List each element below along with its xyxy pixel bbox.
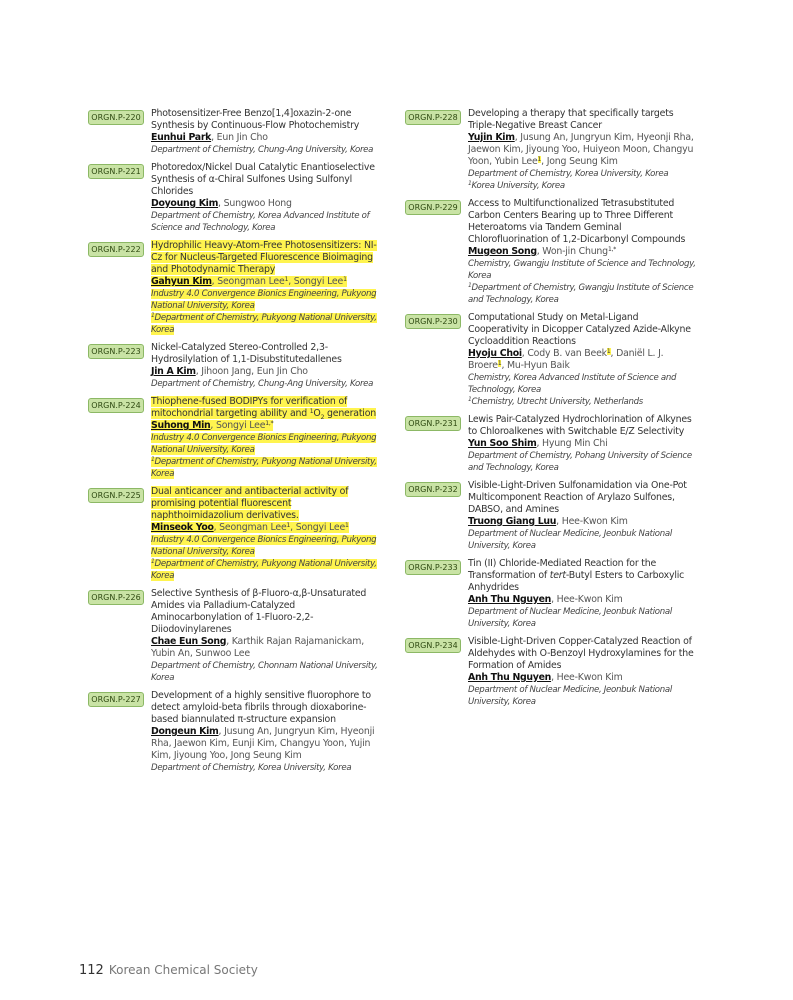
subscript: 2 (320, 413, 325, 421)
affiliation-text: Department of Chemistry, Pukyong National University, Korea (151, 559, 377, 581)
affiliation-marker: 1 (468, 282, 472, 289)
poster-code-badge: ORGN.P-233 (405, 560, 461, 575)
co-author: , Jusung An, Jungryun Kim, Hyeonji Rha, Jaewon Kim, Jiyoung Yoo, Huiyeon Moon, Changyu Yoon, Yubin Lee (468, 132, 694, 167)
affiliation-marker: 1 (284, 276, 289, 283)
co-author: , Won-jin Chung (536, 246, 608, 257)
co-authors: , Hyung Min Chi (536, 438, 608, 449)
society-name: Korean Chemical Society (108, 963, 258, 977)
presenting-author: Anh Thu Nguyen (468, 672, 552, 683)
abstract-title (468, 558, 701, 594)
poster-code-badge: ORGN.P-223 (88, 344, 144, 359)
affiliation-secondary (151, 558, 378, 582)
author-line (468, 438, 701, 450)
affiliation (151, 432, 378, 456)
affiliation-marker: 1,* (265, 420, 274, 427)
co-authors: , Hee-Kwon Kim (551, 672, 623, 683)
affiliation: Department of Chemistry, Korea University, Korea (151, 763, 352, 773)
co-authors: , Hee-Kwon Kim (556, 516, 628, 527)
abstract-title: Development of a highly sensitive fluorophore to detect amyloid-beta fibrils through dioxaborine-based biannulated π-structure expansion (151, 690, 371, 725)
co-authors: , Hee-Kwon Kim (551, 594, 623, 605)
presenting-author: Suhong Min (151, 420, 211, 431)
presenting-author: Dongeun Kim (151, 726, 219, 737)
author-line (151, 276, 378, 288)
affiliation-text: Industry 4.0 Convergence Bionics Engineering, Pukyong National University, Korea (151, 535, 377, 557)
affiliation-marker: 1 (286, 522, 291, 529)
abstract-title-italic: tert (549, 570, 566, 581)
co-authors: , Sungwoo Hong (218, 198, 292, 209)
affiliation-text: Department of Chemistry, Pukyong National University, Korea (151, 313, 377, 335)
presenting-author: Minseok Yoo (151, 522, 214, 533)
affiliation: Department of Chemistry, Korea Advanced Institute of Science and Technology, Korea (151, 211, 370, 233)
affiliation-text: Department of Chemistry, Gwangju Institute of Science and Technology, Korea (468, 283, 694, 305)
author-line (468, 246, 701, 258)
page-footer (79, 962, 258, 979)
affiliation-marker: 1 (537, 156, 542, 163)
left-column (88, 108, 378, 780)
affiliation: Department of Nuclear Medicine, Jeonbuk National University, Korea (468, 685, 672, 707)
affiliation: Department of Chemistry, Korea University, Korea (468, 169, 669, 179)
affiliation: Department of Chemistry, Chonnam National University, Korea (151, 661, 378, 683)
co-author: , Seongman Lee (211, 276, 285, 287)
abstract-title (151, 396, 378, 420)
presenting-author: Eunhui Park (151, 132, 212, 143)
co-authors: , Jusung An, Jungryun Kim, Hyeonji Rha, Jaewon Kim, Eunji Kim, Changyu Yoon, Yujin Kim, Jiyoung Yoo, Jong Seung Kim (151, 726, 375, 761)
abstract-title (151, 240, 378, 276)
affiliation-marker: 1 (151, 312, 155, 319)
co-author: , Mu-Hyun Baik (501, 360, 570, 371)
abstract-entry (405, 198, 701, 306)
author-line (468, 594, 701, 606)
abstract-entry (405, 480, 701, 552)
presenting-author: Truong Giang Luu (468, 516, 557, 527)
presenting-author: Yujin Kim (468, 132, 515, 143)
poster-code-badge: ORGN.P-224 (88, 398, 144, 413)
abstract-entry (405, 636, 701, 708)
poster-code-badge: ORGN.P-232 (405, 482, 461, 497)
abstract-title: Nickel-Catalyzed Stereo-Controlled 2,3-Hydrosilylation of 1,1-Disubstitutedallenes (151, 342, 342, 365)
abstract-entry (88, 342, 378, 390)
abstract-title-text: -Butyl Esters to Carboxylic Anhydrides (468, 570, 685, 593)
affiliation-marker: 1 (468, 396, 472, 403)
abstract-title-text: O (313, 408, 321, 419)
abstract-entry-highlighted (88, 396, 378, 480)
author-line (468, 348, 701, 372)
abstract-title (151, 486, 378, 522)
abstract-entry (405, 108, 701, 192)
abstract-entry-highlighted (88, 240, 378, 336)
author-line (151, 132, 378, 144)
author-line (468, 672, 701, 684)
poster-code-badge: ORGN.P-221 (88, 164, 144, 179)
co-author: , Seongman Lee (213, 522, 287, 533)
abstract-title: Selective Synthesis of β-Fluoro-α,β-Unsaturated Amides via Palladium-Catalyzed Aminocarbonylation of 1-Fluoro-2,2-Diiodovinylarenes (151, 588, 367, 635)
affiliation-text: Korea University, Korea (471, 181, 565, 191)
co-author: , Jong Seung Kim (541, 156, 618, 167)
affiliation-marker: 1 (497, 360, 502, 367)
affiliation-secondary (151, 456, 378, 480)
abstract-entry (88, 588, 378, 684)
presenting-author: Hyoju Choi (468, 348, 522, 359)
co-authors: , Jihoon Jang, Eun Jin Cho (195, 366, 308, 377)
poster-code-badge: ORGN.P-230 (405, 314, 461, 329)
co-author: , Songyi Lee (210, 420, 266, 431)
affiliation-marker: 1 (345, 522, 349, 529)
presenting-author: Jin A Kim (151, 366, 196, 377)
poster-code-badge: ORGN.P-227 (88, 692, 144, 707)
affiliation-secondary (468, 282, 701, 306)
affiliation-marker: 1 (468, 180, 472, 187)
affiliation-secondary (468, 180, 701, 192)
abstract-title: Photoredox/Nickel Dual Catalytic Enantioselective Synthesis of α-Chiral Sulfones Using Sulfonyl Chlorides (151, 162, 375, 197)
co-author: , Daniël L. J. Broere (468, 348, 664, 371)
affiliation (151, 534, 378, 558)
abstract-title-text: Dual anticancer and antibacterial activity of promising potential fluorescent naphthoimidazolium derivatives. (151, 486, 349, 521)
abstract-title-text: Hydrophilic Heavy-Atom-Free Photosensitizers: NI-Cz for Nucleus-Targeted Fluorescence Bioimaging and Photodynamic Therapy (151, 240, 377, 275)
affiliation-text: Industry 4.0 Convergence Bionics Engineering, Pukyong National University, Korea (151, 433, 377, 455)
co-author: , Songyi Lee (290, 522, 346, 533)
poster-code-badge: ORGN.P-225 (88, 488, 144, 503)
author-line (151, 366, 378, 378)
poster-code-badge: ORGN.P-229 (405, 200, 461, 215)
affiliation: Chemistry, Gwangju Institute of Science and Technology, Korea (468, 259, 696, 281)
abstract-entry-highlighted (88, 486, 378, 582)
abstract-entry (88, 690, 378, 774)
author-line (468, 516, 701, 528)
abstract-title: Computational Study on Metal-Ligand Cooperativity in Dicopper Catalyzed Azide-Alkyne Cycloaddition Reactions (468, 312, 691, 347)
affiliation-marker: 1 (151, 456, 155, 463)
affiliation-secondary (468, 396, 701, 408)
author-line (151, 636, 378, 660)
poster-code-badge: ORGN.P-228 (405, 110, 461, 125)
affiliation-text: Department of Chemistry, Pukyong National University, Korea (151, 457, 377, 479)
right-column (405, 108, 701, 714)
poster-code-badge: ORGN.P-234 (405, 638, 461, 653)
abstract-title: Visible-Light-Driven Sulfonamidation via One-Pot Multicomponent Reaction of Arylazo Sulfones, DABSO, and Amines (468, 480, 687, 515)
author-line (151, 420, 378, 432)
presenting-author: Mugeon Song (468, 246, 537, 257)
abstract-entry (405, 312, 701, 408)
presenting-author: Anh Thu Nguyen (468, 594, 552, 605)
affiliation: Department of Nuclear Medicine, Jeonbuk National University, Korea (468, 529, 672, 551)
presenting-author: Chae Eun Song (151, 636, 227, 647)
author-line (468, 132, 701, 168)
co-author: , Songyi Lee (288, 276, 344, 287)
author-line (151, 198, 378, 210)
poster-code-badge: ORGN.P-220 (88, 110, 144, 125)
presenting-author: Doyoung Kim (151, 198, 219, 209)
affiliation-marker: 1 (151, 558, 155, 565)
abstract-title-text: Thiophene-fused BODIPYs for verification of mitochondrial targeting ability and (151, 396, 348, 419)
affiliation: Department of Chemistry, Pohang University of Science and Technology, Korea (468, 451, 692, 473)
abstract-entry (88, 162, 378, 234)
affiliation: Department of Chemistry, Chung-Ang University, Korea (151, 379, 374, 389)
abstract-entry (405, 414, 701, 474)
affiliation-marker: 1 (606, 348, 611, 355)
poster-code-badge: ORGN.P-231 (405, 416, 461, 431)
co-authors: , Eun Jin Cho (211, 132, 268, 143)
abstract-title: Access to Multifunctionalized Tetrasubstituted Carbon Centers Bearing up to Three Different Heteroatoms via Tandem Geminal Chlorofluorination of 1,2-Dicarbonyl Compounds (468, 198, 686, 245)
abstract-title-text: Tin (II) Chloride-Mediated Reaction for the Transformation of (468, 558, 657, 581)
affiliation: Department of Chemistry, Chung-Ang University, Korea (151, 145, 374, 155)
author-line (151, 522, 378, 534)
affiliation-secondary (151, 312, 378, 336)
superscript: 1 (309, 408, 314, 415)
abstract-entry (405, 558, 701, 630)
affiliation-marker: 1 (343, 276, 347, 283)
abstract-entry (88, 108, 378, 156)
poster-code-badge: ORGN.P-222 (88, 242, 144, 257)
abstract-title-text: generation (324, 408, 376, 419)
affiliation-marker: 1,* (607, 246, 617, 253)
presenting-author: Yun Soo Shim (468, 438, 537, 449)
abstract-title: Photosensitizer-Free Benzo[1,4]oxazin-2-one Synthesis by Continuous-Flow Photochemistry (151, 108, 360, 131)
affiliation: Department of Nuclear Medicine, Jeonbuk National University, Korea (468, 607, 672, 629)
affiliation: Chemistry, Korea Advanced Institute of Science and Technology, Korea (468, 373, 677, 395)
affiliation (151, 288, 378, 312)
author-line (151, 726, 378, 762)
abstract-title: Developing a therapy that specifically targets Triple-Negative Breast Cancer (468, 108, 674, 131)
poster-code-badge: ORGN.P-226 (88, 590, 144, 605)
affiliation-text: Chemistry, Utrecht University, Netherlands (471, 397, 643, 407)
co-authors: , Karthik Rajan Rajamanickam, Yubin An, Sunwoo Lee (151, 636, 365, 659)
page-number: 112 (79, 963, 104, 978)
affiliation-text: Industry 4.0 Convergence Bionics Engineering, Pukyong National University, Korea (151, 289, 377, 311)
abstract-title: Visible-Light-Driven Copper-Catalyzed Reaction of Aldehydes with O-Benzoyl Hydroxylamines for the Formation of Amides (468, 636, 694, 671)
abstract-title: Lewis Pair-Catalyzed Hydrochlorination of Alkynes to Chloroalkenes with Switchable E/Z Selectivity (468, 414, 692, 437)
presenting-author: Gahyun Kim (151, 276, 212, 287)
co-author: , Cody B. van Beek (521, 348, 607, 359)
